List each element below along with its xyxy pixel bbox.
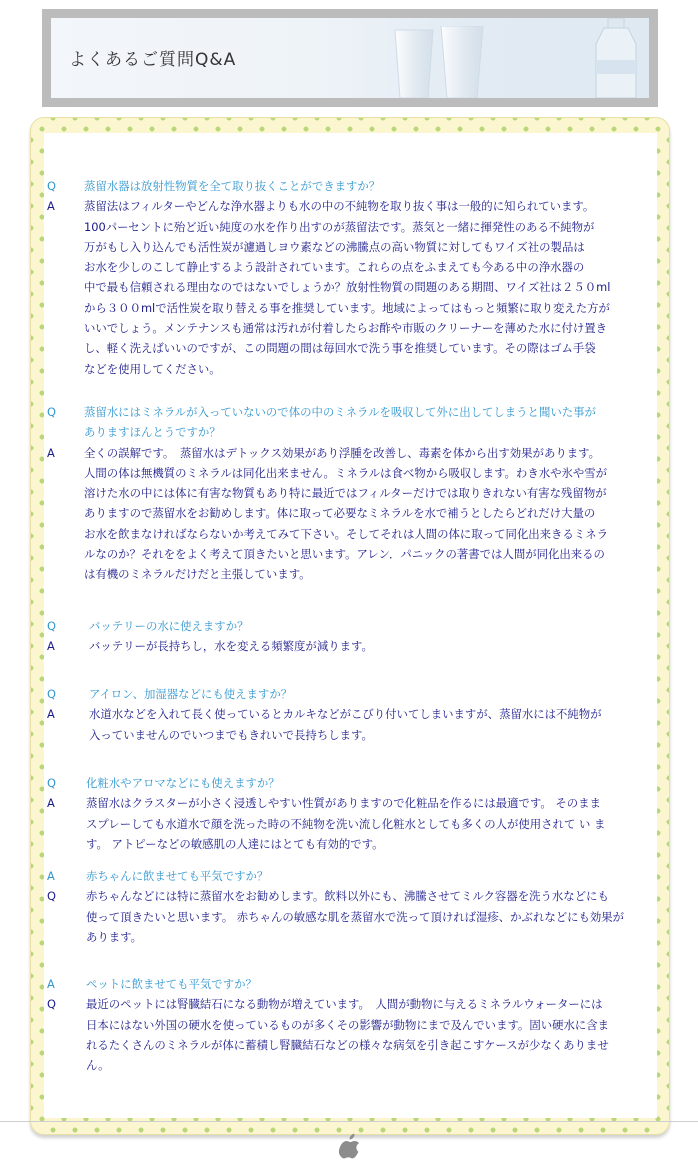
answer-row xyxy=(47,704,647,745)
answer-row xyxy=(47,793,647,854)
answer-line: 水道水などを入れて長く使っているとカルキなどがこびり付いてしまいますが、蒸留水には不純物が xyxy=(89,707,602,722)
answer-line: 入っていませんのでいつまでもきれいで長持ちします。 xyxy=(89,727,373,742)
answer-line: お水を少しのこして静止するよう設計されています。これらの点をふまえても今ある中の浄水器の xyxy=(84,260,585,275)
answer-line: 最近のペットには腎臓結石になる動物が増えています。 人間が動物に与えるミネラルウォーターには xyxy=(86,997,603,1012)
answer-line: あります。 xyxy=(86,929,143,944)
question-row xyxy=(47,684,647,704)
answer-line: す。 アトピーなどの敏感肌の人達にはとても有効的です。 xyxy=(86,836,384,851)
question-label: Q xyxy=(47,619,56,633)
question-text: バッテリーの水に使えますか？ xyxy=(89,619,249,633)
answer-line: れるたくさんのミネラルが体に蓄積し腎臓結石などの様々な病気を引き起こすケースが少なくありませ xyxy=(86,1037,609,1052)
question-label: A xyxy=(47,869,55,883)
answer-line: スプレーしても水道水で顔を洗った時の不純物を洗い流し化粧水としても多くの人が使用されて い ま xyxy=(86,816,606,831)
question-label: A xyxy=(47,977,55,991)
answer-line: し、軽く洗えばいいのですが、この問題の間は毎回水で洗う事を推奨しています。その際はゴム手袋 xyxy=(84,341,596,356)
question-line: 蒸留水にはミネラルが入っていないので体の中のミネラルを吸収して外に出してしまうと聞いた事が xyxy=(84,405,596,419)
qa-item xyxy=(47,402,647,585)
answer-line: 蒸留水はクラスターが小さく浸透しやすい性質がありますので化粧品を作るには最適です。 そのまま xyxy=(86,796,601,811)
question-text: 化粧水やアロマなどにも使えますか？ xyxy=(86,776,280,790)
qa-item xyxy=(47,684,647,745)
answer-line: 万がもし入り込んでも活性炭が濾過しヨウ素などの沸騰点の高い物質に対してもワイズ社の製品は xyxy=(84,239,585,254)
answer-label: A xyxy=(47,796,55,811)
question-label: Q xyxy=(47,687,56,701)
answer-row xyxy=(47,994,647,1075)
answer-line: 日本にはない外国の硬水を使っているものが多くその影響が動物にまで及んでいます。固い硬水に含ま xyxy=(86,1017,610,1032)
answer-line: 全くの誤解です。 蒸留水はデトックス効果があり浮腫を改善し、毒素を体から出す効果があります。 xyxy=(84,445,600,460)
question-text: 赤ちゃんに飲ませても平気ですか？ xyxy=(86,869,269,883)
answer-line: いいでしょう。メンテナンスも通常は汚れが付着したらお酢や市販のクリーナーを薄めた水に付け置き xyxy=(84,321,608,336)
answer-label: Q xyxy=(47,997,56,1012)
answer-line: 蒸留法はフィルターやどんな浄水器よりも水の中の不純物を取り抜く事は一般的に知られています。 xyxy=(84,199,595,214)
answer-line: 人間の体は無機質のミネラルは同化出来ません。ミネラルは食べ物から吸収します。わき水や氷や雪が xyxy=(84,465,608,480)
answer-line: などを使用してください。 xyxy=(84,361,221,376)
qa-item xyxy=(47,773,647,854)
question-text: 蒸留水器は放射性物質を全て取り抜くことができますか？ xyxy=(84,179,381,193)
answer-line: 溶けた水の中には体に有害な物質もあり特に最近ではフィルターだけでは取りきれない有害な残留物が xyxy=(84,486,607,501)
footer-divider xyxy=(0,1121,698,1122)
question-row xyxy=(47,866,647,886)
question-row xyxy=(47,616,647,636)
question-row xyxy=(47,974,647,994)
answer-label: A xyxy=(47,639,55,654)
apple-logo-icon xyxy=(338,1133,360,1159)
answer-line: 赤ちゃんなどには特に蒸留水をお勧めします。飲料以外にも、沸騰させてミルク容器を洗う水などにも xyxy=(86,889,609,904)
water-glass-icon xyxy=(381,26,491,98)
answer-row xyxy=(47,196,647,379)
answer-label: A xyxy=(47,199,55,214)
question-line: ありますほんとうですか？ xyxy=(84,425,221,440)
question-text: ペットに飲ませても平気ですか？ xyxy=(86,977,257,991)
question-text: アイロン、加湿器などにも使えますか？ xyxy=(89,687,293,701)
answer-row xyxy=(47,443,647,585)
header-banner xyxy=(42,9,658,107)
qa-item xyxy=(47,974,647,1075)
question-row xyxy=(47,402,647,443)
question-label: Q xyxy=(47,776,56,790)
answer-line: ありますので蒸留水をお勧めします。体に取って必要なミネラルを水で補うとしたらどれだけ大量の xyxy=(84,506,596,521)
answer-line: バッテリーが長持ちし，水を変える頻繁度が減ります。 xyxy=(89,639,373,654)
header-banner-image xyxy=(51,18,649,98)
answer-label: A xyxy=(47,707,55,722)
answer-line: お水を飲まなければならないか考えてみて下さい。そしてそれは人間の体に取って同化出来きるミネラ xyxy=(84,526,608,541)
answer-row xyxy=(47,636,647,656)
page-title: よくあるご質問Q&A xyxy=(69,50,237,70)
question-row xyxy=(47,176,647,196)
answer-line: 中で最も信頼される理由なのではないでしょうか？放射性物質の問題のある期間、ワイズ社は２５０ml xyxy=(84,280,611,295)
answer-line: 使って頂きたいと思います。 赤ちゃんの敏感な肌を蒸留水で洗って頂ければ湿疹、かぶれなどにも効果が xyxy=(86,909,625,924)
answer-line: 100パーセントに殆ど近い純度の水を作り出すのが蒸留法です。蒸気と一緒に揮発性のある不純物が xyxy=(84,219,595,234)
question-label: Q xyxy=(47,179,56,193)
answer-line: ルなのか？それををよく考えて頂きたいと思います。アレン．パニックの著書では人間が同化出来るの xyxy=(84,547,605,562)
qa-item xyxy=(47,616,647,657)
qa-item xyxy=(47,866,647,947)
answer-row xyxy=(47,886,647,947)
answer-label: Q xyxy=(47,889,56,904)
water-bottle-icon xyxy=(586,18,646,98)
answer-line: から３００mlで活性炭を取り替える事を推奨しています。地域によってはもっと頻繁に取り変えた方が xyxy=(84,300,610,315)
qa-item xyxy=(47,176,647,379)
answer-label: A xyxy=(47,445,55,460)
question-row xyxy=(47,773,647,793)
answer-line: ん。 xyxy=(86,1058,110,1073)
answer-line: は有機のミネラルだけだと主張しています。 xyxy=(84,567,311,582)
question-label: Q xyxy=(47,405,56,419)
